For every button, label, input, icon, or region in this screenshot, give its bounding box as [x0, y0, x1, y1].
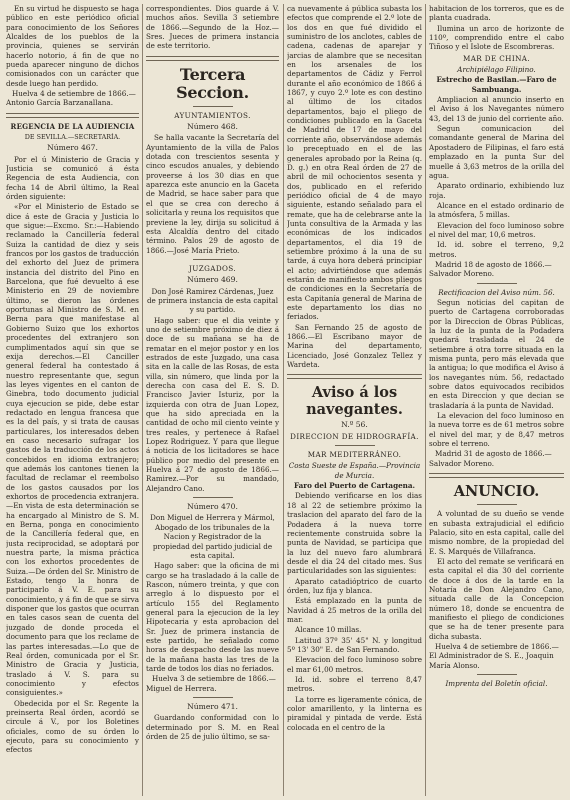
section-heading: REGENCIA DE LA AUDIENCIA: [10, 121, 135, 131]
item-number: Número 468.: [187, 122, 238, 132]
paragraph: Hago saber: que la oficina de mi cargo se ha trasladado á la calle de Rascon, número treinta, y que con arreglo á lo dispuesto por el artículo 155 del Reglamento general para la ejecucion de la ley Hipotecaria y esta aprobacion del Sr. Juez de primera instancia de este partido, he señalado como horas de despacho desde las nueve de la mañana hasta las tres de la tarde de todos los dias no feriados.: [146, 561, 279, 673]
region-heading: Costa Sueste de España.—Provincia de Murcia.: [288, 461, 421, 480]
divider: [335, 445, 375, 446]
paragraph: habitacion de los torreros, que es de planta cuadrada.: [429, 4, 564, 23]
paragraph: Id. id. sobre el terreno 8,47 metros.: [287, 675, 422, 694]
paragraph: Se halla vacante la Secretaría del Ayuntamiento de la villa de Palos dotada con trescientos sesenta y cinco escudos anuales, y debiendo proveerse á los 30 dias en que aparezca este anuncio en la Gaceta de Madrid, se hace saber para que el que se crea con derecho á solicitarla y reuna los requisitos que previene la ley, dirija su solicitud á esta Alcaldía dentro del citado término. Palos 29 de agosto de 1866.—José María Prieto.: [146, 133, 279, 255]
divider: [193, 497, 233, 498]
signature: Madrid 18 de agosto de 1866.—Salvador Moreno.: [429, 259, 552, 279]
paragraph: Ampliacion al anuncio inserto en el Aviso á los Navegantes número 43, del 13 de junio del corriente año.: [429, 95, 564, 123]
column-4: [429, 4, 564, 796]
column-rule: [283, 4, 284, 796]
column-2: [146, 4, 279, 796]
paragraph: En su virtud he dispuesto se haga público en este periódico oficial para conocimiento de los Señores Alcaldes de los pueblos de la provincia, quienes se servirán hacerlo notorio, á fin de que no pueda aparecer ninguno de dichos comisionados con un carácter que desde luego han perdido.: [6, 4, 139, 88]
printer-imprint: Imprenta del Boletín oficial.: [445, 679, 548, 688]
paragraph: Obedecida por el Sr. Regente la preinserta Real órden, acordó se circule á V., por los Boletines oficiales, como de su órden lo ejecuto, para su conocimiento y efectos: [6, 698, 139, 755]
paragraph: La torre es ligeramente cónica, de color amarillento, y la linterna es piramidal y pintada de verde. Está colocada en el centro de la: [287, 694, 422, 732]
subsection-heading: MAR MEDITERRÁNEO.: [307, 450, 402, 460]
paragraph: Segun noticias del capitan de puerto de Cartagena corroboradas por la Direccion de Obras Públicas, la luz de la punta de la Podadera quedará trasladada el 24 de setiembre á otra torre situada en la misma punta, pero más elevada que la antigua; lo que modifica el Aviso á los navegantes núm. 56, redactado sobre datos equivocados recibidos en esta Direccion y que decian se trasladaría á la punta de Navidad.: [429, 297, 564, 410]
paragraph: Debiendo verificarse en los dias 18 al 22 de setiembre próximo la traslacion del aparato del faro de la Podadera á la nueva torre recientemente construida sobre la punta de Navidad, se participa que la luz del nuevo faro alumbrará desde el dia 24 del citado mes. Sus particularidades son las siguientes:: [287, 491, 422, 576]
paragraph: Aparato catadióptrico de cuarto órden, luz fija y blanca.: [287, 576, 422, 595]
item-number: Número 471.: [187, 702, 238, 711]
divider: [477, 504, 517, 505]
paragraph: Alcance en el estado ordinario de la atmósfera, 5 millas.: [429, 200, 564, 220]
item-number: Número 469.: [187, 275, 238, 285]
divider: [477, 283, 517, 284]
divider: [477, 674, 517, 675]
paragraph: Elevacion del foco luminoso sobre el nivel del mar, 10,6 metros.: [429, 220, 564, 239]
divider: [193, 259, 233, 260]
section-title: Tercera Seccion.: [176, 64, 249, 102]
item-number: Número 467.: [47, 143, 98, 153]
paragraph: Hago saber: que el dia veinte y uno de setiembre próximo de diez á doce de su mañana se ha de rematar en el mejor postor y en los estrados de este Juzgado, una casa sita en la calle de las Rosas, de esta villa, sin número, que linda por la derecha con casa del E. S. D. Francisco Javier Isturiz, por la izquierda con otra de Juan Lopez, que ha sido apreciada en la cantidad de ocho mil ciento veinte y tres reales, y pertenece á Rafael Lopez Rodriguez. Y para que llegue á noticia de los licitadores se hace público por medio del presente en Huelva á 27 de agosto de 1866.—Ramirez.—Por su mandado, Alejandro Cano.: [146, 315, 279, 493]
section-title: Aviso á los navegantes.: [306, 384, 403, 419]
region-heading: Archipiélago Filipino.: [457, 65, 536, 75]
paragraph: Está emplazado en la punta de Navidad á 25 metros de la orilla del mar.: [287, 596, 422, 624]
section-divider: [429, 473, 564, 478]
paragraph: correspondientes. Dios guarde á V. muchos años. Sevilla 3 setiembre de 1866.—Segundo de la Hoz.—Sres. Jueces de primera instancia de este territorio.: [146, 4, 279, 51]
signature: Madrid 31 de agosto de 1866.—Salvador Moreno.: [429, 449, 552, 468]
paragraph: Id. id. sobre el terreno, 9,2 metros.: [429, 240, 564, 259]
section-divider: [146, 56, 279, 61]
newspaper-page: [6, 4, 564, 796]
lighthouse-heading: Faro del Puerto de Cartagena.: [293, 481, 416, 491]
column-rule: [425, 4, 426, 796]
paragraph: A voluntad de su dueño se vende en subasta extrajudicial el edificio Palacio, sito en esta capital, calle del mismo nombre, de la propiedad del E. S. Marqués de Villafranca.: [429, 509, 564, 556]
signature: Huelva 3 de setiembre de 1866.—Miguel de Herrera.: [146, 674, 276, 693]
paragraph: Aparato ordinario, exhibiendo luz roja.: [429, 181, 564, 200]
subsection-heading: JUZGADOS.: [188, 263, 237, 273]
divider: [193, 697, 233, 698]
section-title: ANUNCIO.: [453, 483, 540, 501]
column-rule: [142, 4, 143, 796]
column-1: [6, 4, 139, 796]
item-number: Número 470.: [187, 502, 238, 512]
paragraph: Latitud 37º 35' 45" N. y longitud 5º 13' 30" E. de San Fernando.: [287, 635, 422, 654]
paragraph: ca nuevamente á pública subasta los efectos que comprende el 2.º lote de los dos en que fué dividido el suministro de los anclotes, cables de cadena, cadenas de aparejar y jarcias de alambre que se necesitan en los arsenales de los departamentos de Cádiz y Ferrol durante el año económico de 1866 á 1867, y cuyo 2.º lote es con destino al último de los citados departamentos, bajo el pliego de condiciones publicado en la Gaceta de Madrid de 17 de mayo del corriente año, observándose además lo preceptuado en el de las generales aprobado por la Reina (q. D. g.) en otra Real órden de 27 de abril de mil ochocientos sesenta y dos, publicado en el referido periódico oficial de 4 de mayo siguiente, estando señalado para el remate, que ha de celebrarse ante la Junta consultiva de la Armada y las económicas de los indicados departamentos, el dia 19 de setiembre próximo á la una de su tarde, á cuya hora deberá principiar el acto; advirtiéndose que además estarán de manifiesto ambos pliegos de condiciones en la Secretaría de esta Capitanía general de Marina de este departamento los dias no feriados.: [287, 4, 422, 322]
paragraph: Don José Ramirez Cárdenas, Juez de primera instancia de esta capital y su partido.: [146, 286, 279, 315]
subsection-heading: MAR DE CHINA.: [462, 53, 531, 63]
paragraph: Alcance 10 millas.: [295, 625, 362, 635]
paragraph: Por el ú Ministerio de Gracia y Justicia se comunicó á ésta Regencia de esta Audiencia, con fecha 14 de Abril último, la Real órden siguiente:: [6, 154, 139, 201]
paragraph: El acto del remate se verificará en esta capital el dia 30 del corriente de doce á dos de la tarde en la Notaría de Don Alejandro Cano, situada calle de la Concepcion número 18, donde se encuentra de manifiesto el pliego de condiciones que se ha de tener presente para dicha subasta.: [429, 556, 564, 641]
divider: [193, 106, 233, 107]
subsection-heading: DIRECCION DE HIDROGRAFÍA.: [290, 431, 419, 441]
section-subheading: DE SEVILLA.—SECRETARÍA.: [24, 133, 121, 142]
subsection-heading: AYUNTAMIENTOS.: [174, 110, 251, 120]
lighthouse-heading: Estrecho de Basilan.—Faro de Sambuanga.: [436, 75, 557, 94]
column-3: [287, 4, 422, 796]
paragraph: Guardando conformidad con lo determinado por S. M. en Real órden de 25 de julio último, se sa-: [146, 713, 279, 742]
signature: Huelva 4 de setiembre de 1866.—El Administrador de S. E., Joaquin María Alonso.: [429, 641, 559, 670]
paragraph: Ilumina un arco de horizonte de 110º, comprendido entre el cabo Tiñoso y el Islote de Escombreras.: [429, 23, 564, 52]
paragraph: Elevacion del foco luminoso sobre el mar 61,00 metros.: [287, 655, 422, 674]
section-divider: [287, 374, 422, 379]
signature: Huelva 4 de setiembre de 1866.—Antonio García Barzanallana.: [6, 89, 136, 108]
paragraph: La elevacion del foco luminoso en la nueva torre es de 61 metros sobre el nivel del mar, y de 8,47 metros sobre el terreno.: [429, 411, 564, 449]
item-number: N.º 56.: [341, 420, 368, 430]
section-divider: [6, 113, 139, 118]
paragraph: «Por el Ministerio de Estado se dice á este de Gracia y Justicia lo que sigue:—Excmo. Sr.:—Habiendo reclamado la Cancillería federal Suiza la cantidad de diez y seis francos por los gastos de traducción del exhorto del Juez de primera instancia del distrito del Pino en Barcelona, que fué devuelto á ese Ministerio en 29 de noviembre último, se dieron las órdenes oportunas al Ministro de S. M. en Berna para que manifestase al Gobierno Suizo que los exhortos procedentes del extranjero son cumplimentados aquí sin que se exija derechos.—El Canciller general federal ha contestado á nuestro representante que, segun las leyes vigentes en el canton de Ginebra, todo documento judicial cuya ejecucion se pide, debe estar redactado en lengua francesa que es la del país, y si trata de causas particulares, los interesados deben en caso necesario sufragar los gastos de la traducción de los actos concebidos en idioma extranjero; que además los cantones tienen la facultad de reclamar el reembolso de los gastos causados por los exhortos de procedencia extranjera.—En vista de esta determinación se ha encargado al Ministro de S. M. en Berna, ponga en conocimiento de la Cancillería federal que, en justa reciprocidad, se adoptará por nuestra parte, la misma práctica con los exhortos procedentes de Suiza.—De órden del Sr. Ministro de Estado, tengo la honra de participarlo á V. E. para su conocimiento, y á fin de que se sirva disponer que los gastos que ocurran en tales casos sean de cuenta del juzgado de donde proceda el documento para que los reclame de las partes interesadas.—Lo que de Real órden, comunicada por el Sr. Ministro de Gracia y Justicia, traslado á V. S. para su conocimiento y efectos consiguientes.»: [6, 202, 139, 698]
subsection-heading: Rectificacion del Aviso núm. 56.: [438, 287, 555, 297]
paragraph: Segun comunicacion del comandante general de Marina del Apostadero de Filipinas, el faro está emplazado en la punta Sur del muelle á 3,63 metros de la orilla del agua.: [429, 124, 564, 180]
paragraph: San Fernando 25 de agosto de 1866.—El Escribano mayor de Marina del departamento, Licenciado, José Gonzalez Tellez y Wardeta.: [287, 322, 422, 370]
paragraph: Don Miguel de Herrera y Mármol, Abogado de los tribunales de la Nacion y Registrador de la propiedad del partido judicial de esta capital.: [150, 513, 275, 560]
